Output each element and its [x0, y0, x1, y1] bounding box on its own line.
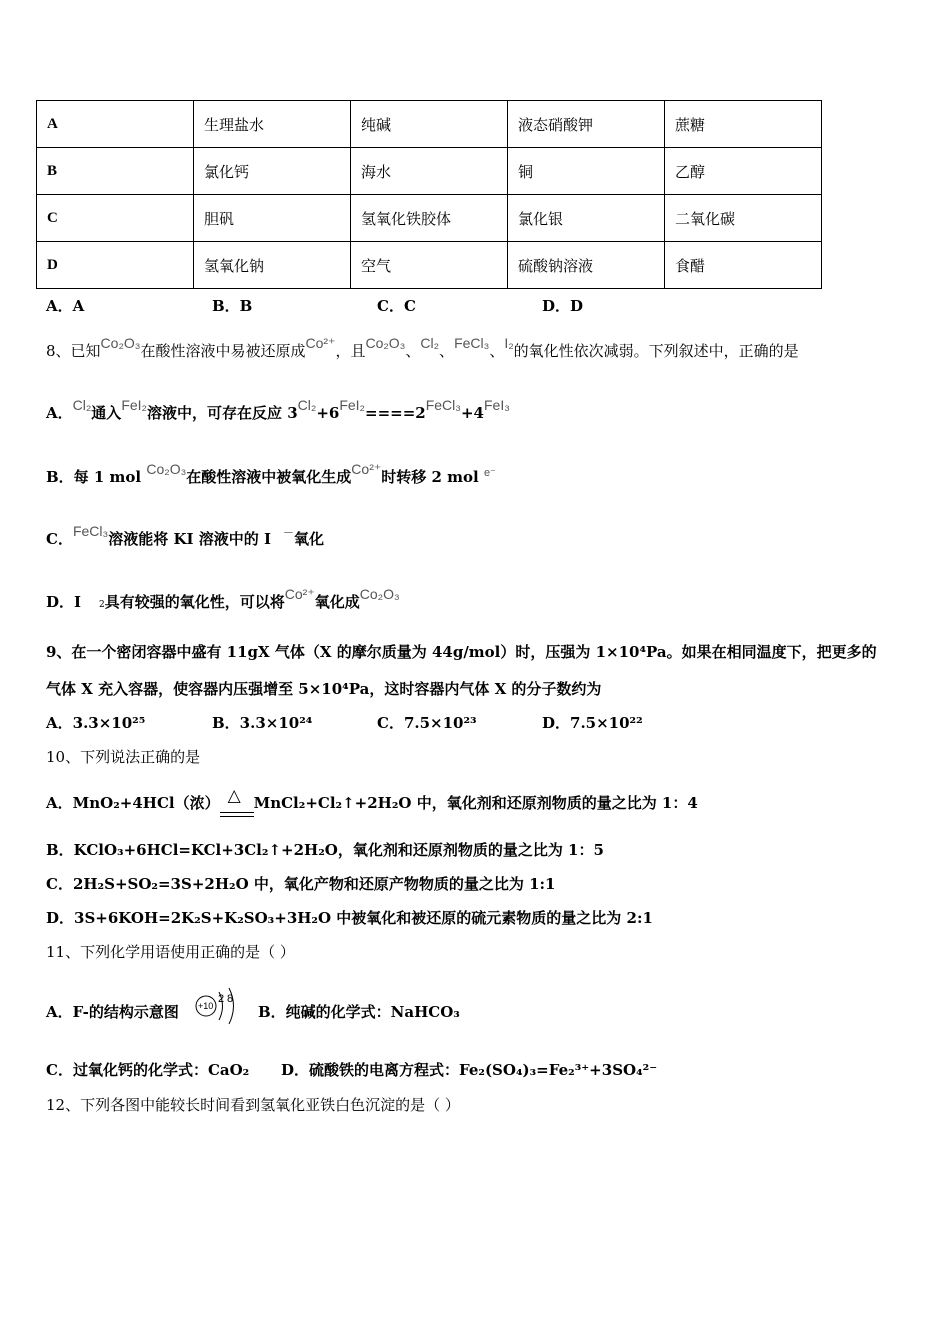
table-row: [37, 242, 822, 289]
table-cell: 海水: [351, 148, 508, 195]
q10-option-c: C．2H₂S+SO₂=3S+2H₂O 中，氧化产物和还原产物物质的量之比为 1:1: [46, 875, 556, 893]
q9-option-b: B．3.3×10²⁴: [212, 714, 313, 732]
table-cell: 二氧化碳: [665, 195, 822, 242]
table-cell: 氢氧化铁胶体: [351, 195, 508, 242]
atom-shell2-label: 8: [227, 993, 234, 1005]
table-cell: 食醋: [665, 242, 822, 289]
atom-shell1-label: 2: [218, 993, 225, 1005]
formula-co2plus: Co²⁺: [305, 335, 336, 351]
q7-option-b: B．B: [212, 297, 253, 315]
q7-option-c: C．C: [377, 297, 416, 315]
q7-option-d: D．D: [542, 297, 584, 315]
q8-option-c: C．FeCl₃溶液能将 KI 溶液中的 I －氧化: [46, 523, 324, 548]
q11-option-b: B．纯碱的化学式：NaHCO₃: [258, 1003, 460, 1021]
table-cell: B: [37, 148, 194, 195]
q9-stem-line1: 9、在一个密闭容器中盛有 11gX 气体（X 的摩尔质量为 44g/mol）时，压强为 1×10⁴Pa。如果在相同温度下，把更多的: [46, 643, 877, 661]
q9-option-d: D．7.5×10²²: [542, 714, 643, 732]
formula-cl2: Cl₂: [420, 335, 440, 351]
q12-stem: 12、下列各图中能较长时间看到氢氧化亚铁白色沉淀的是（ ）: [46, 1096, 460, 1114]
table-cell: 氢氧化钠: [194, 242, 351, 289]
formula-fecl3: FeCl₃: [454, 335, 490, 351]
table-row: [37, 195, 822, 242]
q9-option-a: A．3.3×10²⁵: [46, 714, 146, 732]
q8-option-d: D．I 2具有较强的氧化性，可以将Co²⁺氧化成Co₂O₃: [46, 586, 400, 611]
q8-option-b: B．每 1 mol Co₂O₃在酸性溶液中被氧化生成Co²⁺时转移 2 mol $^{e^-}$: [46, 461, 496, 486]
table-cell: 胆矾: [194, 195, 351, 242]
q9-option-c: C．7.5×10²³: [377, 714, 477, 732]
table-cell: 乙醇: [665, 148, 822, 195]
q11-stem: 11、下列化学用语使用正确的是（ ）: [46, 943, 295, 961]
table-cell: 氯化银: [508, 195, 665, 242]
table-cell: 空气: [351, 242, 508, 289]
fluoride-ion-structure-diagram: [186, 982, 240, 1030]
triangle-icon: △: [227, 786, 241, 806]
q10-option-d: D．3S+6KOH=2K₂S+K₂SO₃+3H₂O 中被氧化和被还原的硫元素物质的量之比为 2:1: [46, 909, 653, 927]
q10-option-a: A．MnO₂+4HCl（浓） △ MnCl₂+Cl₂↑+2H₂O 中，氧化剂和还原剂物质的量之比为 1：4: [46, 792, 698, 813]
q10-stem: 10、下列说法正确的是: [46, 748, 201, 766]
formula-co2o3: Co₂O₃: [100, 335, 141, 351]
q11-option-d: D．硫酸铁的电离方程式：Fe₂(SO₄)₃=Fe₂³⁺+3SO₄²⁻: [281, 1061, 658, 1079]
table-cell: D: [37, 242, 194, 289]
table-cell: 纯碱: [351, 101, 508, 148]
table-cell: A: [37, 101, 194, 148]
table-cell: 生理盐水: [194, 101, 351, 148]
table-row: [37, 101, 822, 148]
table-cell: 液态硝酸钾: [508, 101, 665, 148]
q8-stem: 8、已知Co₂O₃在酸性溶液中易被还原成Co²⁺，且Co₂O₃、Cl₂、FeCl₃、I₂的氧化性依次减弱。下列叙述中，正确的是: [46, 335, 799, 360]
q10-option-b: B．KClO₃+6HCl=KCl+3Cl₂↑+2H₂O，氧化剂和还原剂物质的量之比为 1：5: [46, 841, 604, 859]
table-cell: 硫酸钠溶液: [508, 242, 665, 289]
table-cell: 氯化钙: [194, 148, 351, 195]
table-cell: C: [37, 195, 194, 242]
table-row: [37, 148, 822, 195]
formula-i2: I₂: [504, 335, 514, 351]
table-cell: 蔗糖: [665, 101, 822, 148]
table-cell: 铜: [508, 148, 665, 195]
q9-stem-line2: 气体 X 充入容器，使容器内压强增至 5×10⁴Pa，这时容器内气体 X 的分子数约为: [46, 680, 602, 698]
atom-nucleus-label: +10: [198, 1001, 214, 1011]
q7-option-a: A．A: [46, 297, 85, 315]
q8-option-a: A．Cl₂通入FeI₂溶液中，可存在反应 3Cl₂+6FeI₂====2FeCl₃+4FeI₃: [46, 397, 510, 422]
classification-table: [36, 100, 822, 289]
q11-option-a: A．F-的结构示意图: [46, 1003, 179, 1021]
q11-option-c: C．过氧化钙的化学式：CaO₂: [46, 1061, 250, 1079]
